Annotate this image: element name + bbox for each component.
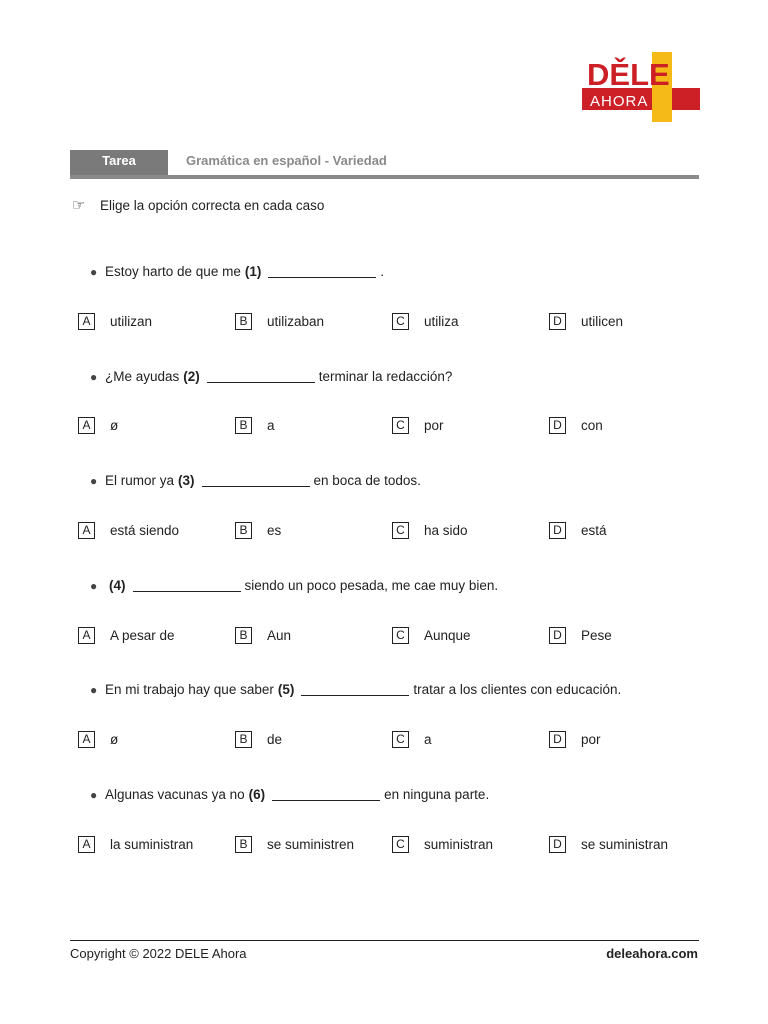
option-b[interactable] [235,417,275,434]
question-text-after: terminar la redacción? [318,369,453,384]
instruction [72,196,324,214]
option-label: Aunque [424,628,471,643]
option-d[interactable] [549,836,668,853]
option-letter-box[interactable]: A [78,522,95,539]
answer-blank[interactable] [268,265,376,278]
option-c[interactable] [392,627,471,644]
question-text-before: En mi trabajo hay que saber [105,682,274,697]
question-text-after: siendo un poco pesada, me cae muy bien. [244,578,499,593]
question-number: (5) [277,682,295,697]
options-row-4 [78,627,708,645]
option-label: por [581,732,601,747]
question-3 [90,473,421,488]
option-letter-box[interactable]: C [392,522,409,539]
bullet-icon: ● [90,369,98,384]
copyright-text: Copyright © 2022 DELE Ahora [70,946,247,961]
option-d[interactable] [549,313,623,330]
option-letter-box[interactable]: D [549,731,566,748]
option-letter-box[interactable]: C [392,417,409,434]
option-label: la suministran [110,837,194,852]
options-row-2 [78,417,708,435]
option-a[interactable] [78,522,179,539]
option-label: ø [110,732,119,747]
answer-blank[interactable] [202,474,310,487]
question-5 [90,682,621,697]
pointing-hand-icon: ☞ [72,197,86,214]
option-letter-box[interactable]: B [235,627,252,644]
header-bar [70,150,699,178]
option-c[interactable] [392,731,432,748]
question-text-before: Algunas vacunas ya no [105,787,245,802]
option-label: Pese [581,628,612,643]
bullet-icon: ● [90,473,98,488]
question-text-before: ¿Me ayudas [105,369,180,384]
option-c[interactable] [392,417,444,434]
option-label: con [581,418,603,433]
option-label: a [424,732,432,747]
site-link[interactable]: deleahora.com [606,946,698,961]
dele-ahora-logo [582,52,700,122]
option-label: utilizaban [267,314,325,329]
option-a[interactable] [78,417,118,434]
option-letter-box[interactable]: C [392,313,409,330]
option-letter-box[interactable]: D [549,417,566,434]
logo-text-ahora: AHORA [590,93,649,110]
instruction-text: Elige la opción correcta en cada caso [100,197,325,213]
question-text-before: Estoy harto de que me [105,264,241,279]
option-d[interactable] [549,417,603,434]
footer-divider [70,940,699,941]
question-text-after: . [380,264,385,279]
question-2 [90,369,452,384]
option-label: suministran [424,837,494,852]
option-label: se suministran [581,837,669,852]
option-label: utilizan [110,314,153,329]
option-a[interactable] [78,313,152,330]
option-letter-box[interactable]: A [78,731,95,748]
option-label: está [581,523,607,538]
option-label: es [267,523,282,538]
page-title: Gramática en español - Variedad [186,153,387,168]
question-text-after: en ninguna parte. [384,787,490,802]
option-d[interactable] [549,731,601,748]
option-letter-box[interactable]: C [392,836,409,853]
option-label: a [267,418,275,433]
question-text-after: en boca de todos. [313,473,421,488]
option-d[interactable] [549,522,607,539]
option-c[interactable] [392,313,459,330]
question-1 [90,264,384,279]
bullet-icon: ● [90,787,98,802]
option-letter-box[interactable]: A [78,836,95,853]
option-b[interactable] [235,836,354,853]
question-number: (6) [248,787,266,802]
logo-text-dele: DĚLE [587,57,670,92]
bullet-icon: ● [90,578,98,593]
question-number: (3) [178,473,195,488]
option-letter-box[interactable]: D [549,313,566,330]
option-label: utilicen [581,314,624,329]
option-label: se suministren [267,837,355,852]
option-b[interactable] [235,522,281,539]
question-text-before: El rumor ya [105,473,175,488]
option-c[interactable] [392,836,493,853]
option-label: ha sido [424,523,468,538]
options-row-5 [78,731,708,749]
options-row-1 [78,313,708,331]
option-letter-box[interactable]: B [235,731,252,748]
answer-blank[interactable] [301,683,409,696]
options-row-3 [78,522,708,540]
question-number: (4) [109,578,126,593]
question-text-after: tratar a los clientes con educación. [413,682,622,697]
option-letter-box[interactable]: D [549,836,566,853]
option-a[interactable] [78,836,193,853]
answer-blank[interactable] [272,788,380,801]
option-b[interactable] [235,313,324,330]
option-label: Aun [267,628,292,643]
option-a[interactable] [78,627,175,644]
option-letter-box[interactable]: B [235,313,252,330]
option-label: ø [110,418,119,433]
option-letter-box[interactable]: D [549,522,566,539]
option-c[interactable] [392,522,468,539]
answer-blank[interactable] [133,579,241,592]
option-label: utiliza [424,314,459,329]
question-6 [90,787,489,802]
option-letter-box[interactable]: B [235,522,252,539]
option-b[interactable] [235,627,291,644]
option-label: de [267,732,283,747]
option-label: está siendo [110,523,180,538]
options-row-6 [78,836,708,854]
option-letter-box[interactable]: A [78,627,95,644]
option-letter-box[interactable]: C [392,627,409,644]
option-letter-box[interactable]: A [78,313,95,330]
option-letter-box[interactable]: B [235,836,252,853]
question-number: (2) [183,369,200,384]
option-label: por [424,418,444,433]
question-number: (1) [244,264,262,279]
header-divider [70,175,699,179]
task-tab: Tarea [70,150,168,176]
bullet-icon: ● [90,264,98,279]
bullet-icon: ● [90,682,98,697]
option-a[interactable] [78,731,118,748]
option-b[interactable] [235,731,282,748]
option-letter-box[interactable]: A [78,417,95,434]
answer-blank[interactable] [207,370,315,383]
option-letter-box[interactable]: C [392,731,409,748]
option-letter-box[interactable]: B [235,417,252,434]
option-d[interactable] [549,627,612,644]
option-letter-box[interactable]: D [549,627,566,644]
option-label: A pesar de [110,628,175,643]
question-4 [90,578,498,593]
